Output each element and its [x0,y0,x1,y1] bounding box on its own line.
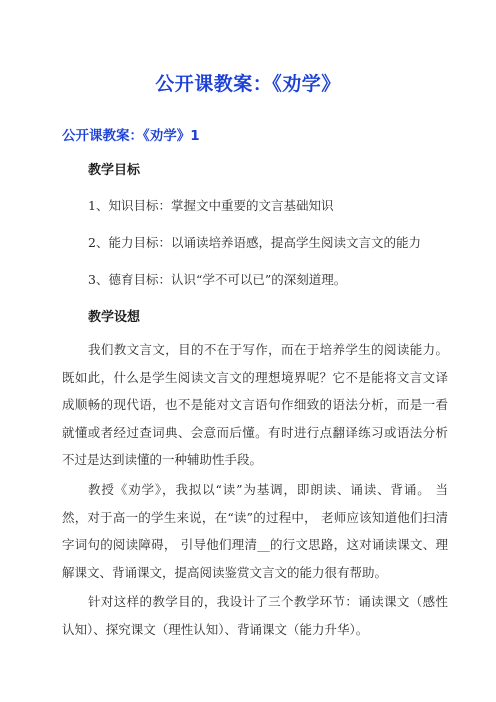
section-heading-objectives: 教学目标 [88,163,141,178]
design-paragraph-2: 教授《劝学》，我拟以“读”为基调，即朗读、诵读、背诵。 当然，对于高一的学生来说，在“读”的过程中， 老师应该知道他们扫清字词句的阅读障碍， 引导他们理清__的行文思路，这对诵读课文、理解课文、背诵课文，提高阅读鉴赏文言文的能力很有帮助。 [62,482,448,580]
design-paragraph-3: 针对这样的教学目的，我设计了三个教学环节：诵读课文（感性认知）、探究课文（理性认知）、背诵课文（能力升华）。 [62,594,448,637]
document-title: 公开课教案：《劝学》 [155,73,341,95]
design-paragraph-1: 我们教文言文，目的不在于写作，而在于培养学生的阅读能力。既如此，什么是学生阅读文言文的理想境界呢？它不是能将文言文译成顺畅的现代语，也不是能对文言语句作细致的语法分析，而是一看就懂或者经过查词典、会意而后懂。有时进行点翻译练习或语法分析不过是达到读懂的一种辅助性手段。 [62,342,448,467]
objective-item-knowledge: 1、知识目标：掌握文中重要的文言基础知识 [88,198,334,213]
objective-item-moral: 3、德育目标：认识“学不可以已”的深刻道理。 [88,272,347,287]
section-heading-design: 教学设想 [88,310,141,325]
document-subtitle: 公开课教案：《劝学》1 [62,128,200,144]
objective-item-ability: 2、能力目标：以诵读培养语感，提高学生阅读文言文的能力 [88,235,421,250]
